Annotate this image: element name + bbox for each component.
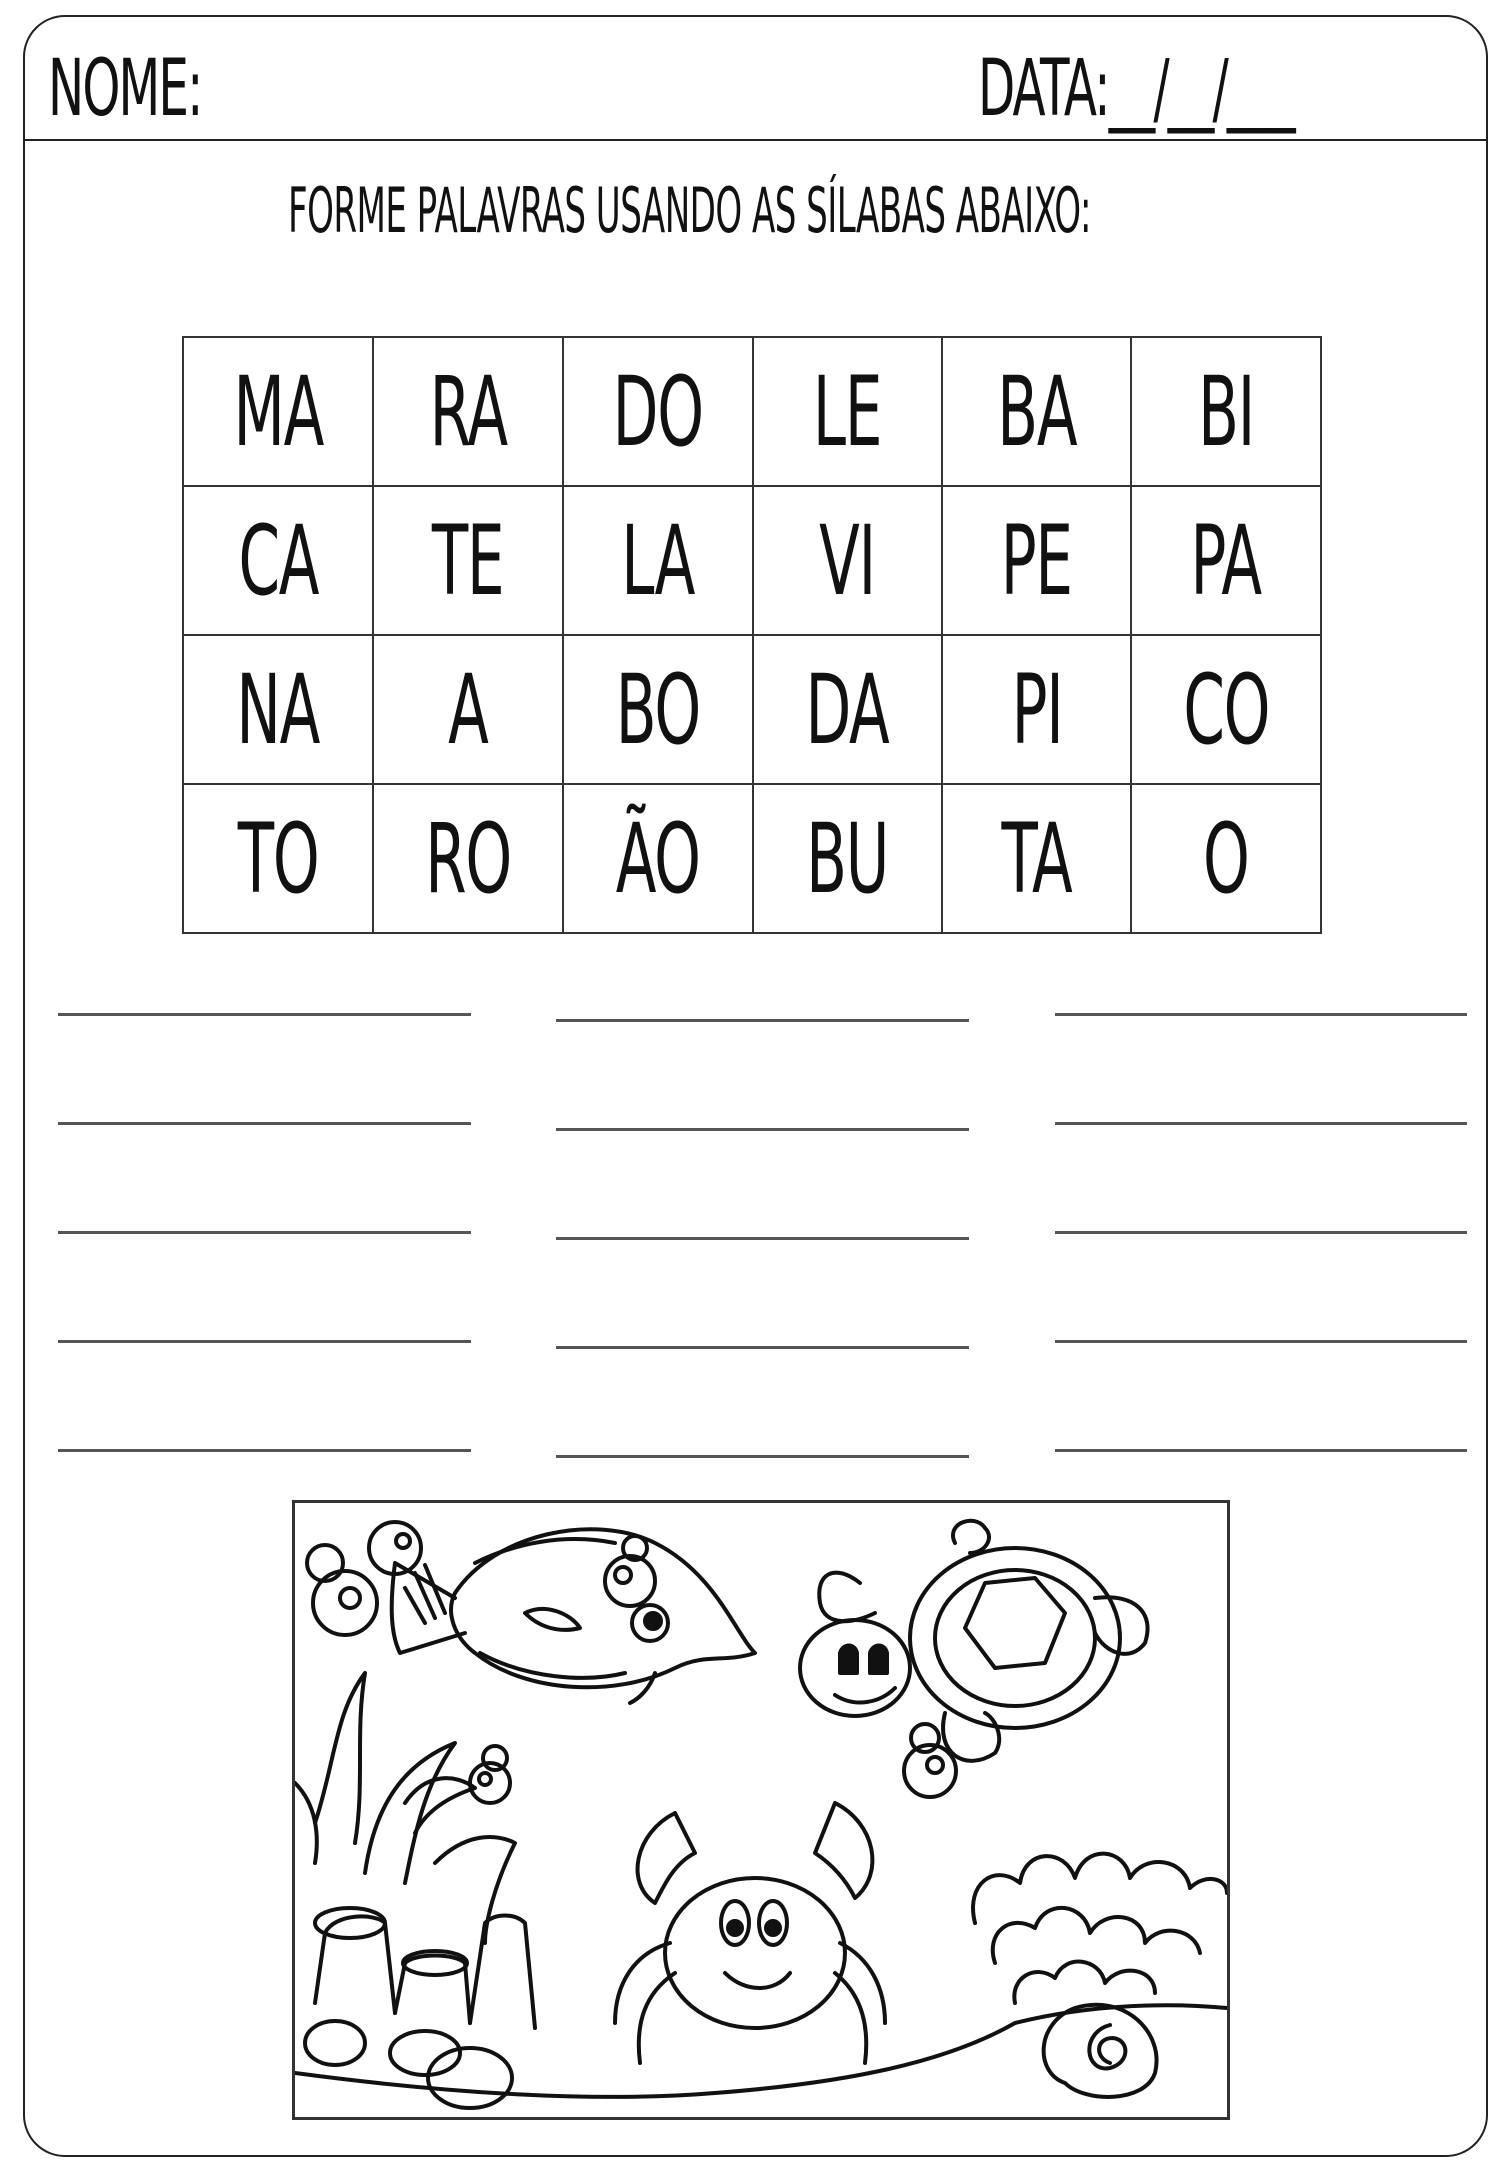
syllable-cell bbox=[753, 486, 942, 635]
grid-row bbox=[183, 635, 1321, 784]
syllable-text: PE bbox=[1001, 504, 1073, 617]
syllable-cell bbox=[183, 337, 373, 486]
answer-line[interactable] bbox=[556, 1128, 969, 1131]
syllable-text: NA bbox=[236, 653, 320, 766]
syllable-text: MA bbox=[233, 355, 323, 468]
syllable-text: CO bbox=[1183, 653, 1270, 766]
grid-row bbox=[183, 337, 1321, 486]
syllable-text: DO bbox=[612, 355, 703, 468]
syllable-cell bbox=[563, 635, 753, 784]
syllable-cell bbox=[183, 635, 373, 784]
syllable-cell bbox=[373, 486, 563, 635]
answer-line[interactable] bbox=[556, 1346, 969, 1349]
syllable-text: BU bbox=[806, 802, 889, 915]
date-label: DATA:__/__/___ bbox=[978, 44, 1294, 134]
syllable-text: RO bbox=[424, 802, 511, 915]
syllable-text: VI bbox=[819, 504, 876, 617]
coral-icon bbox=[973, 1854, 1227, 2003]
syllable-text: ÃO bbox=[615, 802, 700, 915]
syllable-text: DA bbox=[805, 653, 889, 766]
syllable-text: O bbox=[1203, 802, 1249, 915]
syllable-text: TE bbox=[432, 504, 504, 617]
crab-icon bbox=[615, 1803, 885, 2063]
answer-line[interactable] bbox=[58, 1340, 471, 1343]
syllable-cell bbox=[1131, 337, 1321, 486]
syllable-text: BI bbox=[1198, 355, 1255, 468]
answer-line[interactable] bbox=[1055, 1122, 1467, 1125]
syllable-cell bbox=[183, 486, 373, 635]
syllable-text: PI bbox=[1011, 653, 1063, 766]
answer-line[interactable] bbox=[58, 1449, 471, 1452]
syllable-text: LE bbox=[813, 355, 882, 468]
syllable-cell bbox=[942, 635, 1131, 784]
syllable-cell bbox=[753, 337, 942, 486]
answer-line[interactable] bbox=[556, 1237, 969, 1240]
syllable-cell bbox=[753, 784, 942, 933]
turtle-icon bbox=[800, 1521, 1148, 1761]
syllable-text: LA bbox=[621, 504, 694, 617]
coral-icon bbox=[315, 1908, 535, 2028]
answer-line[interactable] bbox=[556, 1019, 969, 1022]
syllable-cell bbox=[373, 635, 563, 784]
instruction-text: FORME PALAVRAS USANDO AS SÍLABAS ABAIXO: bbox=[288, 174, 1091, 247]
syllable-cell bbox=[183, 784, 373, 933]
syllable-cell bbox=[1131, 635, 1321, 784]
syllable-cell bbox=[1131, 486, 1321, 635]
answer-line[interactable] bbox=[1055, 1449, 1467, 1452]
syllable-cell bbox=[1131, 784, 1321, 933]
syllable-text: CA bbox=[238, 504, 318, 617]
syllable-cell bbox=[373, 784, 563, 933]
syllable-text: A bbox=[448, 653, 488, 766]
syllable-text: TA bbox=[1001, 802, 1072, 915]
syllable-text: RA bbox=[429, 355, 507, 468]
ocean-illustration bbox=[292, 1500, 1230, 2120]
syllable-text: TO bbox=[237, 802, 319, 915]
shell-icon bbox=[1044, 2005, 1157, 2097]
header-divider bbox=[23, 139, 1488, 141]
answer-line[interactable] bbox=[58, 1122, 471, 1125]
syllable-text: BO bbox=[615, 653, 700, 766]
syllable-cell bbox=[563, 337, 753, 486]
grid-row bbox=[183, 784, 1321, 933]
answer-line[interactable] bbox=[556, 1455, 969, 1458]
syllable-text: BA bbox=[997, 355, 1077, 468]
name-label: NOME: bbox=[48, 44, 202, 134]
answer-line[interactable] bbox=[1055, 1231, 1467, 1234]
syllable-cell bbox=[373, 337, 563, 486]
answer-line[interactable] bbox=[58, 1231, 471, 1234]
grid-row bbox=[183, 486, 1321, 635]
answer-line[interactable] bbox=[1055, 1013, 1467, 1016]
syllable-cell bbox=[942, 486, 1131, 635]
syllable-grid bbox=[182, 336, 1322, 934]
syllable-cell bbox=[753, 635, 942, 784]
answer-line[interactable] bbox=[58, 1013, 471, 1016]
syllable-cell bbox=[942, 784, 1131, 933]
syllable-cell bbox=[563, 486, 753, 635]
fish-icon bbox=[392, 1529, 755, 1703]
syllable-cell bbox=[942, 337, 1131, 486]
syllable-text: PA bbox=[1190, 504, 1262, 617]
answer-line[interactable] bbox=[1055, 1340, 1467, 1343]
syllable-cell bbox=[563, 784, 753, 933]
seaweed-icon bbox=[295, 1673, 515, 1943]
